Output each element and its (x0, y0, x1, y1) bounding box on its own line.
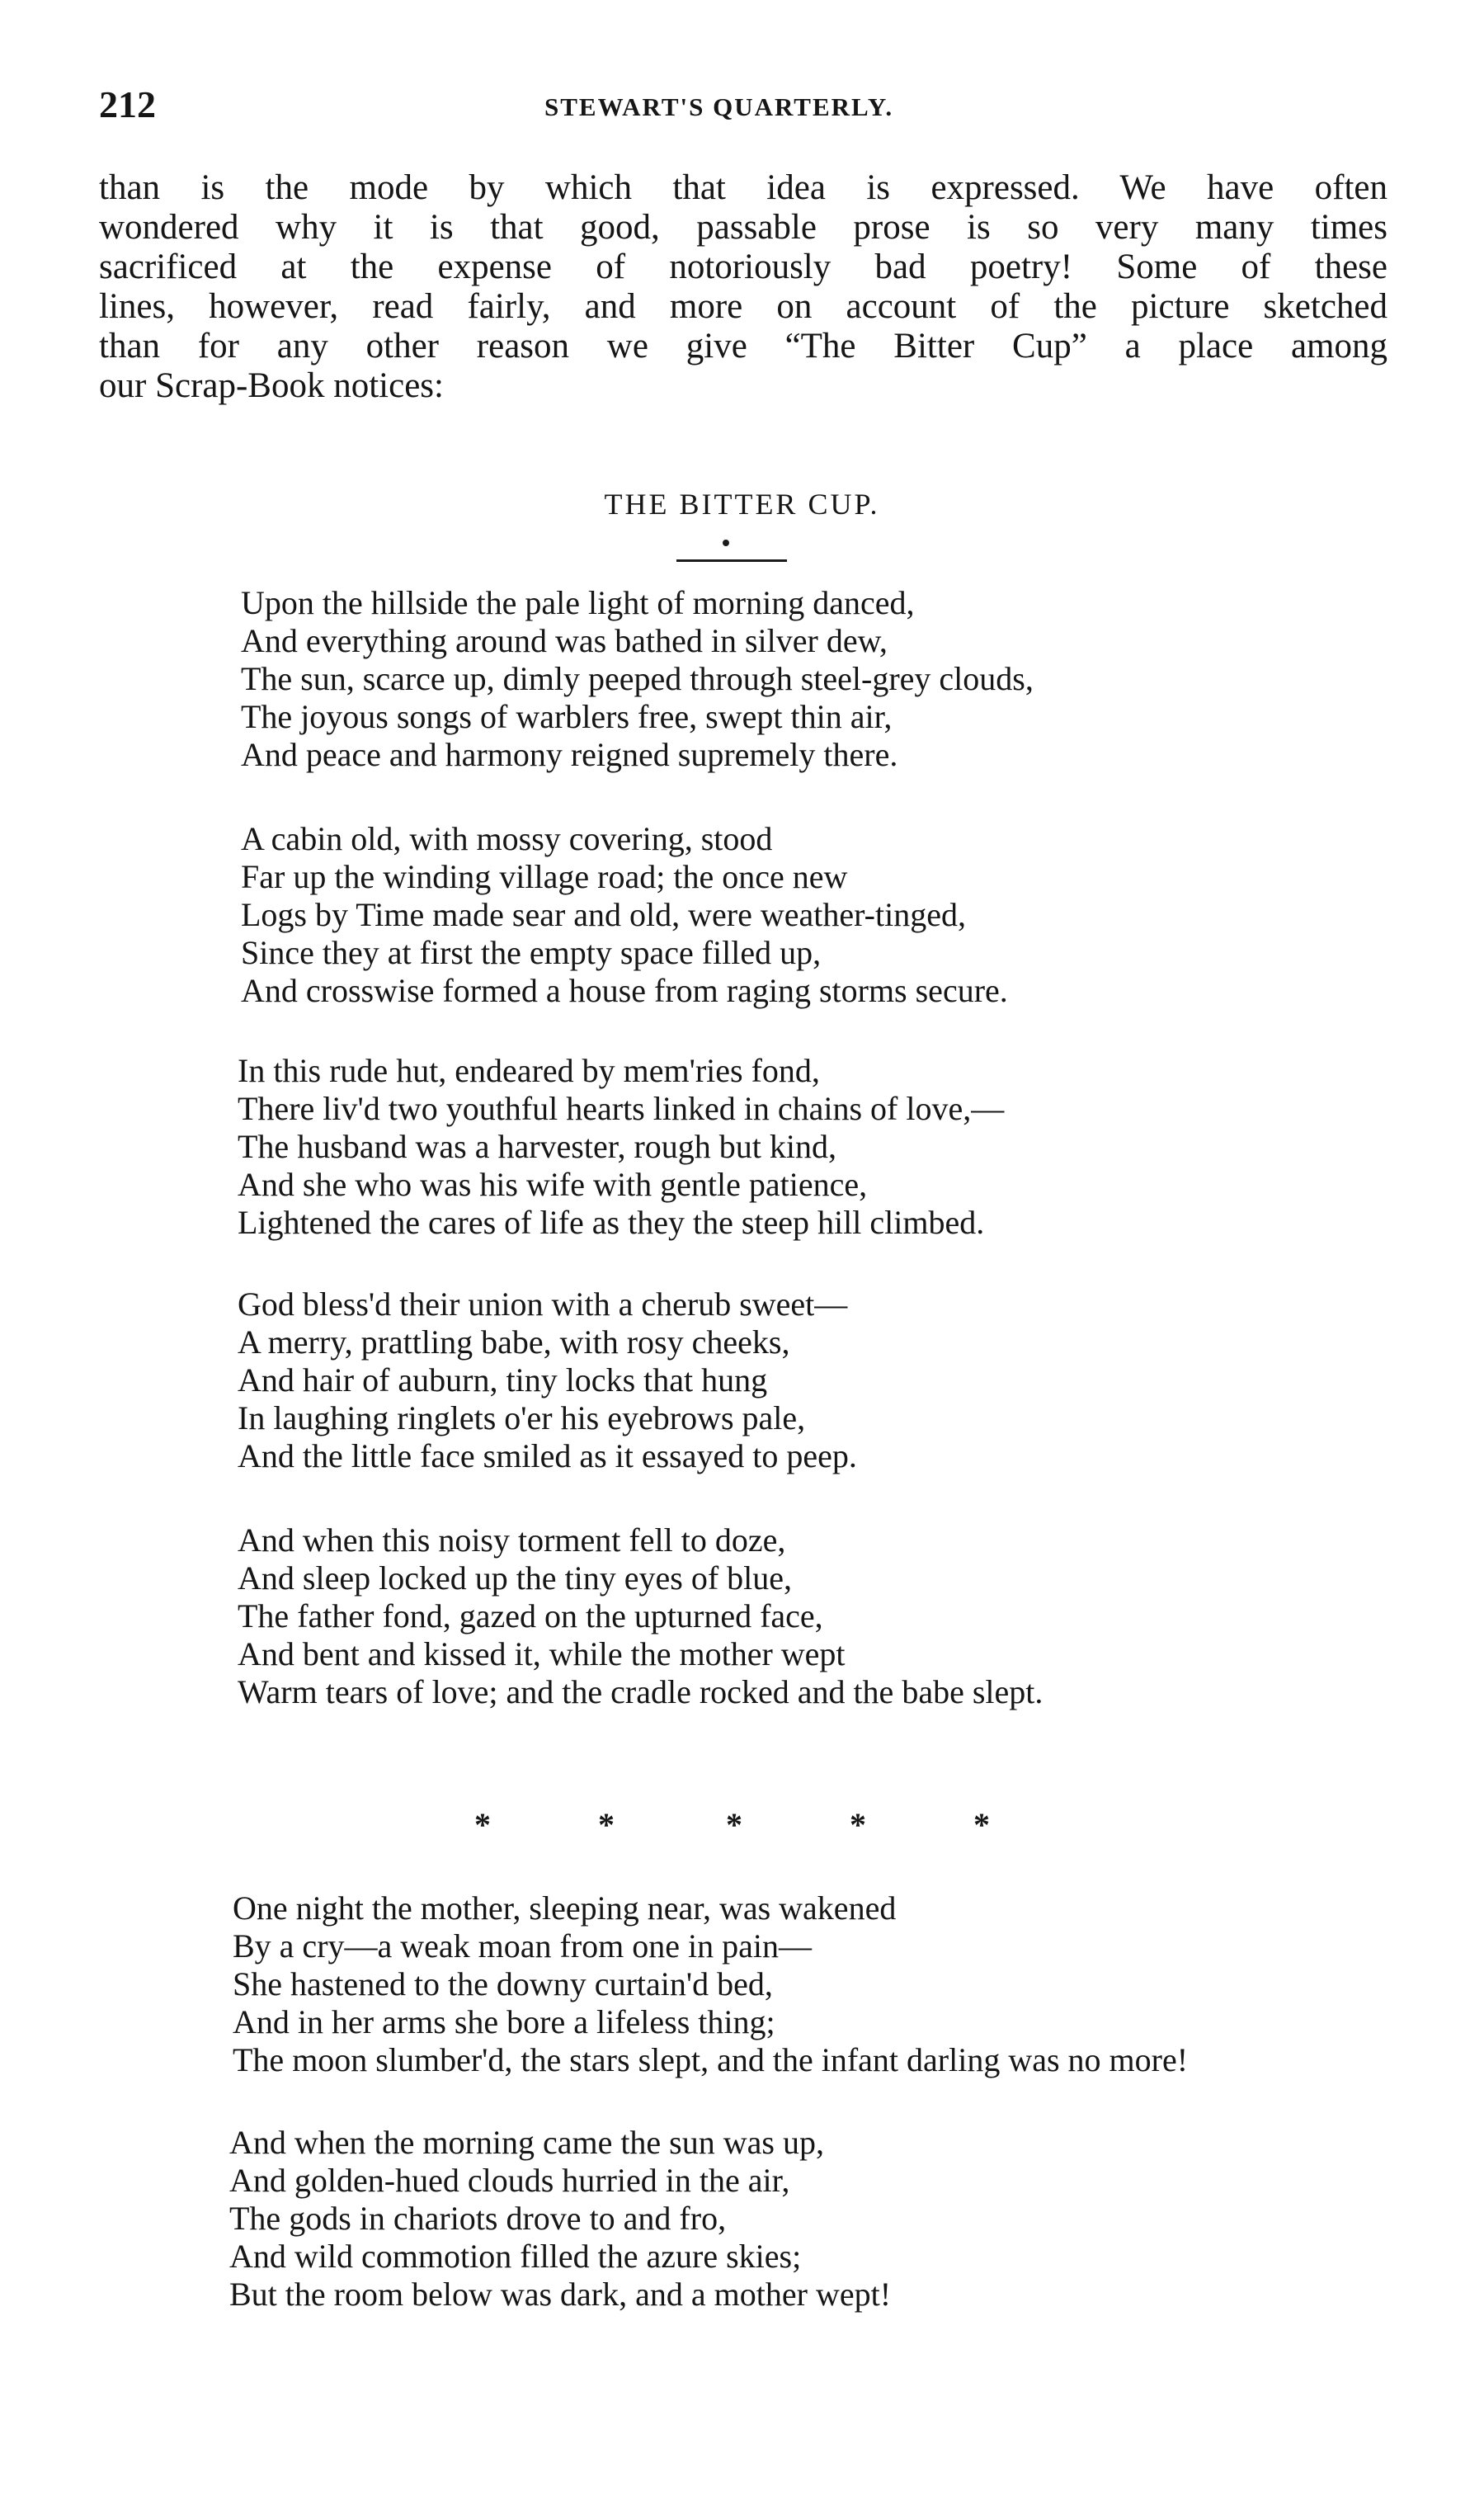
verse-line: A cabin old, with mossy covering, stood (241, 820, 773, 857)
verse-line: Far up the winding village road; the once new (241, 858, 848, 895)
verse-line: She hastened to the downy curtain'd bed, (233, 1965, 773, 2002)
verse-line: Lightened the cares of life as they the steep hill climbed. (238, 1204, 985, 1241)
verse-line: The moon slumber'd, the stars slept, and the infant darling was no more! (233, 2041, 1189, 2078)
verse-line: The father fond, gazed on the upturned face, (238, 1597, 823, 1634)
poem-title: THE BITTER CUP. (604, 488, 880, 521)
verse-line: God bless'd their union with a cherub sweet— (238, 1285, 848, 1323)
verse-line: The sun, scarce up, dimly peeped through steel-grey clouds, (241, 660, 1034, 697)
page-number: 212 (99, 83, 156, 125)
stanza-5 (238, 1521, 1043, 1711)
verse-line: The gods in chariots drove to and fro, (229, 2200, 727, 2237)
verse-line: And sleep locked up the tiny eyes of blue, (238, 1559, 793, 1597)
verse-line: The husband was a harvester, rough but kind, (238, 1128, 836, 1165)
verse-line: Upon the hillside the pale light of morning danced, (241, 584, 915, 621)
verse-line: The joyous songs of warblers free, swept thin air, (241, 698, 893, 735)
verse-line: And when this noisy torment fell to doze, (238, 1521, 786, 1559)
title-rule (676, 559, 787, 562)
intro-line: our Scrap-Book notices: (99, 366, 444, 405)
verse-line: But the room below was dark, and a mother wept! (229, 2276, 892, 2313)
verse-line: One night the mother, sleeping near, was wakened (233, 1889, 897, 1927)
verse-line: And peace and harmony reigned supremely there. (241, 736, 898, 773)
verse-line: In laughing ringlets o'er his eyebrows pale, (238, 1399, 806, 1436)
stanza-2 (241, 820, 1008, 1010)
page-header (99, 83, 1386, 132)
asterisk: * (973, 1806, 990, 1843)
verse-line: And when the morning came the sun was up, (229, 2124, 824, 2161)
verse-line: There liv'd two youthful hearts linked in chains of love,— (238, 1090, 1005, 1127)
asterisk: * (726, 1806, 742, 1843)
asterisk: * (474, 1806, 491, 1843)
verse-line: And bent and kissed it, while the mother wept (238, 1635, 846, 1672)
verse-line: And crosswise formed a house from raging storms secure. (241, 972, 1008, 1009)
verse-line: Logs by Time made sear and old, were weather-tinged, (241, 896, 966, 933)
verse-line: In this rude hut, endeared by mem'ries fond, (238, 1052, 820, 1089)
verse-line: A merry, prattling babe, with rosy cheeks, (238, 1323, 790, 1361)
verse-line: And golden-hued clouds hurried in the air, (229, 2162, 790, 2199)
verse-line: By a cry—a weak moan from one in pain— (233, 1927, 813, 1965)
intro-paragraph (99, 168, 1387, 406)
asterisk: * (850, 1806, 866, 1843)
intro-line: than is the mode by which that idea is expressed. We have often (99, 168, 1387, 207)
verse-line: And she who was his wife with gentle patience, (238, 1166, 868, 1203)
stanza-6 (233, 1889, 1188, 2079)
intro-line: than for any other reason we give “The Bitter Cup” a place among (99, 327, 1387, 366)
intro-line: sacrificed at the expense of notoriously bad poetry! Some of these (99, 248, 1387, 286)
verse-line: And hair of auburn, tiny locks that hung (238, 1361, 768, 1399)
stanza-3 (238, 1052, 1004, 1242)
section-break (474, 1805, 1019, 1843)
asterisk: * (598, 1806, 615, 1843)
intro-line: lines, however, read fairly, and more on account of the picture sketched (99, 287, 1387, 326)
verse-line: And wild commotion filled the azure skies; (229, 2238, 802, 2275)
ornament-dot (723, 540, 729, 546)
stanza-4 (238, 1285, 857, 1475)
verse-line: Warm tears of love; and the cradle rocked and the babe slept. (238, 1673, 1044, 1710)
stanza-7 (229, 2124, 891, 2314)
stanza-1 (241, 584, 1034, 774)
verse-line: And the little face smiled as it essayed to peep. (238, 1437, 857, 1474)
verse-line: And everything around was bathed in silver dew, (241, 622, 888, 659)
running-head: STEWART'S QUARTERLY. (544, 92, 894, 121)
verse-line: Since they at first the empty space filled up, (241, 934, 822, 971)
verse-line: And in her arms she bore a lifeless thing; (233, 2003, 775, 2040)
intro-line: wondered why it is that good, passable prose is so very many times (99, 208, 1387, 247)
